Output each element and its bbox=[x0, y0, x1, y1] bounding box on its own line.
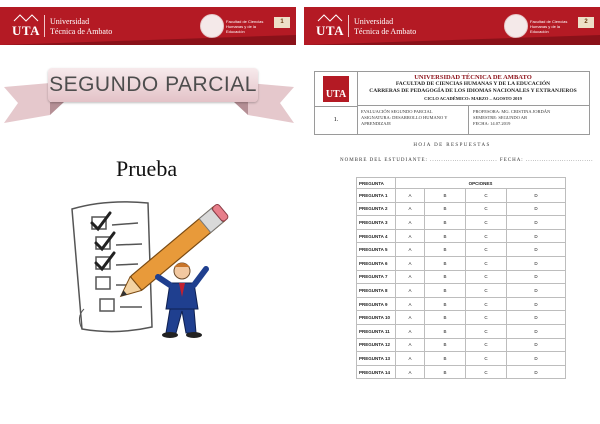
option-cell[interactable]: C bbox=[466, 284, 507, 298]
crest-icon bbox=[316, 14, 344, 22]
question-label: PREGUNTA 9 bbox=[357, 297, 396, 311]
option-cell[interactable]: B bbox=[425, 311, 466, 325]
doc-number: 1. bbox=[315, 106, 358, 134]
crest-icon bbox=[12, 14, 40, 22]
question-label: PREGUNTA 11 bbox=[357, 324, 396, 338]
doc-date: FECHA: 14.07.2019 bbox=[473, 121, 511, 126]
option-cell[interactable]: D bbox=[507, 189, 566, 203]
option-cell[interactable]: C bbox=[466, 243, 507, 257]
option-cell[interactable]: B bbox=[425, 365, 466, 379]
option-cell[interactable]: D bbox=[507, 324, 566, 338]
option-cell[interactable]: B bbox=[425, 270, 466, 284]
slide-caption: Prueba bbox=[116, 156, 178, 181]
option-cell[interactable]: A bbox=[396, 297, 425, 311]
option-cell[interactable]: B bbox=[425, 202, 466, 216]
table-row bbox=[357, 365, 566, 379]
option-cell[interactable]: B bbox=[425, 243, 466, 257]
option-cell[interactable]: A bbox=[396, 243, 425, 257]
faculty-seal-text: Facultad de Ciencias Humanas y de la Educación bbox=[226, 19, 264, 34]
column-header-options: OPCIONES bbox=[396, 178, 566, 189]
option-cell[interactable]: C bbox=[466, 324, 507, 338]
title-ribbon bbox=[4, 61, 294, 131]
table-row bbox=[357, 270, 566, 284]
option-cell[interactable]: B bbox=[425, 229, 466, 243]
option-cell[interactable]: B bbox=[425, 352, 466, 366]
option-cell[interactable]: B bbox=[425, 324, 466, 338]
option-cell[interactable]: B bbox=[425, 297, 466, 311]
option-cell[interactable]: B bbox=[425, 284, 466, 298]
option-cell[interactable]: C bbox=[466, 297, 507, 311]
question-label: PREGUNTA 1 bbox=[357, 189, 396, 203]
table-row bbox=[357, 229, 566, 243]
option-cell[interactable]: D bbox=[507, 243, 566, 257]
faculty-seal-text: Facultad de Ciencias Humanas y de la Educación bbox=[530, 19, 568, 34]
doc-teacher: PROFESORA: MG. CRISTINA JORDÁN bbox=[473, 109, 551, 114]
slide-1 bbox=[0, 7, 296, 424]
option-cell[interactable]: A bbox=[396, 324, 425, 338]
ribbon-title: SEGUNDO PARCIAL bbox=[48, 68, 258, 102]
university-name-line2: Técnica de Ambato bbox=[50, 27, 113, 36]
option-cell[interactable]: B bbox=[425, 216, 466, 230]
university-name-line2: Técnica de Ambato bbox=[354, 27, 417, 36]
option-cell[interactable]: D bbox=[507, 202, 566, 216]
option-cell[interactable]: A bbox=[396, 311, 425, 325]
option-cell[interactable]: D bbox=[507, 365, 566, 379]
table-row bbox=[357, 311, 566, 325]
answer-table-header bbox=[357, 178, 566, 189]
question-label: PREGUNTA 14 bbox=[357, 365, 396, 379]
uta-logo-text: UTA bbox=[316, 23, 344, 38]
logo-divider bbox=[348, 15, 349, 37]
option-cell[interactable]: C bbox=[466, 365, 507, 379]
table-row bbox=[357, 189, 566, 203]
option-cell[interactable]: A bbox=[396, 189, 425, 203]
option-cell[interactable]: A bbox=[396, 352, 425, 366]
table-row bbox=[357, 338, 566, 352]
option-cell[interactable]: D bbox=[507, 352, 566, 366]
slide-header bbox=[0, 7, 296, 45]
option-cell[interactable]: C bbox=[466, 229, 507, 243]
student-name-line: NOMBRE DEL ESTUDIANTE: .............................. FECHA: .............................. bbox=[340, 158, 594, 163]
option-cell[interactable]: D bbox=[507, 284, 566, 298]
option-cell[interactable]: A bbox=[396, 202, 425, 216]
option-cell[interactable]: B bbox=[425, 338, 466, 352]
uta-mark-icon bbox=[323, 76, 349, 102]
doc-career: CARRERAS DE PEDAGOGÍA DE LOS IDIOMAS NACIONALES Y EXTRANJEROS bbox=[369, 88, 577, 94]
answer-table bbox=[356, 177, 566, 379]
question-label: PREGUNTA 10 bbox=[357, 311, 396, 325]
question-label: PREGUNTA 7 bbox=[357, 270, 396, 284]
table-row bbox=[357, 297, 566, 311]
uta-logo bbox=[316, 14, 344, 37]
option-cell[interactable]: A bbox=[396, 270, 425, 284]
question-label: PREGUNTA 2 bbox=[357, 202, 396, 216]
doc-evaluation-cell bbox=[357, 106, 469, 134]
question-label: PREGUNTA 6 bbox=[357, 256, 396, 270]
column-header-question: PREGUNTA bbox=[357, 178, 396, 189]
option-cell[interactable]: D bbox=[507, 216, 566, 230]
exam-header-box bbox=[314, 71, 590, 135]
doc-subject: ASIGNATURA: DESARROLLO HUMANO Y APRENDIZAJE bbox=[361, 115, 448, 126]
option-cell[interactable]: A bbox=[396, 284, 425, 298]
option-cell[interactable]: A bbox=[396, 216, 425, 230]
option-cell[interactable]: D bbox=[507, 270, 566, 284]
option-cell[interactable]: D bbox=[507, 297, 566, 311]
doc-university: UNIVERSIDAD TÉCNICA DE AMBATO bbox=[414, 74, 532, 81]
checklist-pencil-icon bbox=[66, 197, 230, 343]
university-name-line1: Universidad bbox=[50, 17, 90, 26]
page-number: 2 bbox=[578, 17, 594, 28]
table-row bbox=[357, 216, 566, 230]
faculty-seal-icon bbox=[200, 14, 224, 38]
doc-info-cell bbox=[469, 106, 589, 134]
doc-evaluation: EVALUACIÓN SEGUNDO PARCIAL bbox=[361, 109, 433, 114]
answer-sheet-title: HOJA DE RESPUESTAS bbox=[413, 143, 491, 148]
page-number: 1 bbox=[274, 17, 290, 28]
doc-semester: SEMESTRE: SEGUNDO AB bbox=[473, 115, 528, 120]
question-label: PREGUNTA 8 bbox=[357, 284, 396, 298]
table-row bbox=[357, 243, 566, 257]
faculty-seal-icon bbox=[504, 14, 528, 38]
option-cell[interactable]: A bbox=[396, 256, 425, 270]
doc-logo bbox=[315, 72, 358, 107]
slide-2 bbox=[304, 7, 600, 424]
uta-logo bbox=[12, 14, 40, 37]
option-cell[interactable]: C bbox=[466, 256, 507, 270]
option-cell[interactable]: C bbox=[466, 202, 507, 216]
uta-mark-text: UTA bbox=[325, 89, 347, 100]
option-cell[interactable]: D bbox=[507, 256, 566, 270]
uta-logo-text: UTA bbox=[12, 23, 40, 38]
option-cell[interactable]: A bbox=[396, 338, 425, 352]
question-label: PREGUNTA 3 bbox=[357, 216, 396, 230]
option-cell[interactable]: D bbox=[507, 311, 566, 325]
university-name bbox=[354, 17, 416, 37]
option-cell[interactable]: C bbox=[466, 216, 507, 230]
option-cell[interactable]: D bbox=[507, 229, 566, 243]
table-row bbox=[357, 202, 566, 216]
option-cell[interactable]: D bbox=[507, 338, 566, 352]
option-cell[interactable]: C bbox=[466, 189, 507, 203]
answer-table-body bbox=[357, 189, 566, 379]
option-cell[interactable]: C bbox=[466, 270, 507, 284]
logo-divider bbox=[44, 15, 45, 37]
question-label: PREGUNTA 5 bbox=[357, 243, 396, 257]
table-row bbox=[357, 324, 566, 338]
doc-faculty: FACULTAD DE CIENCIAS HUMANAS Y DE LA EDUCACIÓN bbox=[395, 81, 551, 87]
doc-heading bbox=[357, 72, 589, 106]
table-row bbox=[357, 284, 566, 298]
slide-header bbox=[304, 7, 600, 45]
question-label: PREGUNTA 4 bbox=[357, 229, 396, 243]
university-name bbox=[50, 17, 112, 37]
university-name-line1: Universidad bbox=[354, 17, 394, 26]
option-cell[interactable]: A bbox=[396, 365, 425, 379]
option-cell[interactable]: B bbox=[425, 256, 466, 270]
option-cell[interactable]: B bbox=[425, 189, 466, 203]
question-label: PREGUNTA 12 bbox=[357, 338, 396, 352]
option-cell[interactable]: A bbox=[396, 229, 425, 243]
option-cell[interactable]: C bbox=[466, 338, 507, 352]
option-cell[interactable]: C bbox=[466, 352, 507, 366]
doc-cycle: CICLO ACADÉMICO: MARZO – AGOSTO 2019 bbox=[424, 96, 522, 101]
question-label: PREGUNTA 13 bbox=[357, 352, 396, 366]
option-cell[interactable]: C bbox=[466, 311, 507, 325]
table-row bbox=[357, 352, 566, 366]
table-row bbox=[357, 256, 566, 270]
